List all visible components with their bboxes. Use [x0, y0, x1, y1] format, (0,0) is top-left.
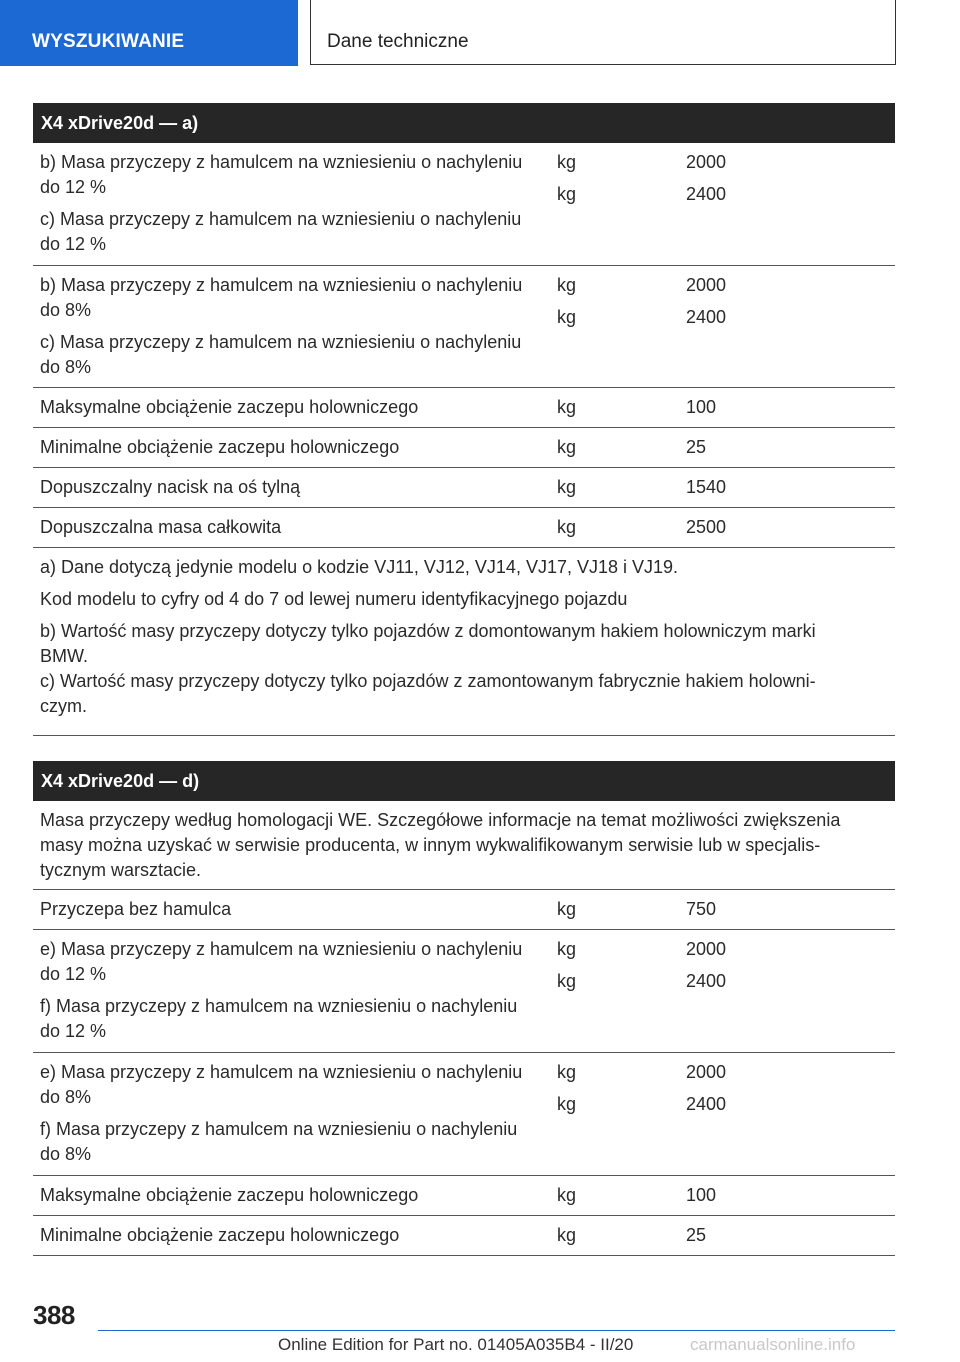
label-line: e) Masa przyczepy z hamulcem na wzniesieniu o nachyleniu [40, 1062, 523, 1082]
row-label: Przyczepa bez hamulca [40, 899, 232, 919]
row-value: 100 [686, 397, 717, 417]
row-label: Minimalne obciążenie zaczepu holowniczego [40, 437, 400, 457]
unit-line: kg [557, 971, 577, 991]
value-line: 2400 [686, 971, 727, 991]
row-unit [549, 143, 678, 265]
intro-line: masy można uzyskać w serwisie producenta, w innym wykwalifikowanym serwisie lub w specjalis- [40, 835, 821, 855]
table-row [33, 1216, 895, 1256]
row-value [678, 143, 895, 265]
label-line: f) Masa przyczepy z hamulcem na wzniesieniu o nachyleniu [40, 996, 518, 1016]
label-line: do 8% [40, 1144, 92, 1164]
value-line: 2400 [686, 1094, 727, 1114]
label-line: do 8% [40, 300, 92, 320]
row-label: Dopuszczalny nacisk na oś tylną [40, 477, 301, 497]
unit-line: kg [557, 1094, 577, 1114]
table-row [33, 143, 895, 266]
row-value: 25 [686, 437, 707, 457]
search-tab[interactable]: WYSZUKIWANIE [0, 0, 298, 66]
row-unit [549, 930, 678, 1052]
row-label: Maksymalne obciążenie zaczepu holowniczego [40, 397, 419, 417]
row-label [33, 930, 549, 1052]
table-row [33, 930, 895, 1053]
value-line: 2000 [686, 1062, 727, 1082]
footnote-line: b) Wartość masy przyczepy dotyczy tylko pojazdów z domontowanym hakiem holowniczym marki [40, 621, 816, 641]
label-line: do 12 % [40, 234, 107, 254]
table-header: X4 xDrive20d — a) [33, 103, 895, 143]
label-line: do 12 % [40, 964, 107, 984]
spec-table-x4-xdrive20d-d [33, 761, 895, 1256]
value-line: 2000 [686, 275, 727, 295]
footnote-line: Kod modelu to cyfry od 4 do 7 od lewej numeru identyfikacyjnego pojazdu [40, 589, 628, 609]
label-line: do 8% [40, 357, 92, 377]
row-label: Maksymalne obciążenie zaczepu holowniczego [40, 1185, 419, 1205]
footnote-line: a) Dane dotyczą jedynie modelu o kodzie VJ11, VJ12, VJ14, VJ17, VJ18 i VJ19. [40, 557, 679, 577]
table-row [33, 266, 895, 388]
footer-edition: Online Edition for Part no. 01405A035B4 - II/20 [278, 1335, 634, 1354]
unit-line: kg [557, 307, 577, 327]
label-line: f) Masa przyczepy z hamulcem na wzniesieniu o nachyleniu [40, 1119, 518, 1139]
row-unit: kg [557, 899, 577, 919]
watermark: carmanualsonline.info [690, 1335, 856, 1354]
unit-line: kg [557, 1062, 577, 1082]
unit-line: kg [557, 152, 577, 172]
table-row [33, 428, 895, 468]
label-line: do 8% [40, 1087, 92, 1107]
table-row [33, 508, 895, 548]
row-unit: kg [557, 397, 577, 417]
label-line: e) Masa przyczepy z hamulcem na wzniesieniu o nachyleniu [40, 939, 523, 959]
table-row [33, 468, 895, 508]
table-notes [33, 548, 895, 736]
row-unit: kg [557, 1185, 577, 1205]
row-unit [549, 266, 678, 387]
row-label: Dopuszczalna masa całkowita [40, 517, 282, 537]
footnotes [33, 548, 895, 735]
row-unit: kg [557, 437, 577, 457]
intro-line: Masa przyczepy według homologacji WE. Szczegółowe informacje na temat możliwości zwiększenia [40, 810, 841, 830]
row-unit [549, 1053, 678, 1175]
row-value [678, 266, 895, 387]
row-value [678, 1053, 895, 1175]
label-line: do 12 % [40, 1021, 107, 1041]
footnote-line: c) Wartość masy przyczepy dotyczy tylko pojazdów z zamontowanym fabrycznie hakiem holowni- [40, 671, 816, 691]
footer-rule [98, 1330, 895, 1331]
row-value: 25 [686, 1225, 707, 1245]
intro-line: tycznym warsztacie. [40, 860, 202, 880]
value-line: 2000 [686, 939, 727, 959]
table-row [33, 1176, 895, 1216]
intro-text [33, 801, 895, 889]
label-line: c) Masa przyczepy z hamulcem na wzniesieniu o nachyleniu [40, 209, 522, 229]
row-unit: kg [557, 477, 577, 497]
label-line: do 12 % [40, 177, 107, 197]
row-value [678, 930, 895, 1052]
unit-line: kg [557, 939, 577, 959]
section-title-tab: Dane techniczne [310, 0, 896, 65]
row-unit: kg [557, 517, 577, 537]
row-unit: kg [557, 1225, 577, 1245]
label-line: b) Masa przyczepy z hamulcem na wzniesieniu o nachyleniu [40, 275, 523, 295]
label-line: c) Masa przyczepy z hamulcem na wzniesieniu o nachyleniu [40, 332, 522, 352]
value-line: 2400 [686, 307, 727, 327]
footnote-line: BMW. [40, 646, 88, 666]
value-line: 2000 [686, 152, 727, 172]
row-label [33, 1053, 549, 1175]
table-intro [33, 801, 895, 890]
table-row [33, 890, 895, 930]
unit-line: kg [557, 275, 577, 295]
row-label [33, 266, 549, 387]
row-label [33, 143, 549, 265]
unit-line: kg [557, 184, 577, 204]
label-line: b) Masa przyczepy z hamulcem na wzniesieniu o nachyleniu [40, 152, 523, 172]
page-number: 388 [33, 1300, 75, 1330]
row-value: 2500 [686, 517, 727, 537]
table-row [33, 1053, 895, 1176]
footnote-line: czym. [40, 696, 87, 716]
spec-table-x4-xdrive20d-a [33, 103, 895, 736]
row-value: 1540 [686, 477, 727, 497]
row-value: 100 [686, 1185, 717, 1205]
table-row [33, 388, 895, 428]
table-header: X4 xDrive20d — d) [33, 761, 895, 801]
row-label: Minimalne obciążenie zaczepu holowniczego [40, 1225, 400, 1245]
row-value: 750 [686, 899, 717, 919]
value-line: 2400 [686, 184, 727, 204]
